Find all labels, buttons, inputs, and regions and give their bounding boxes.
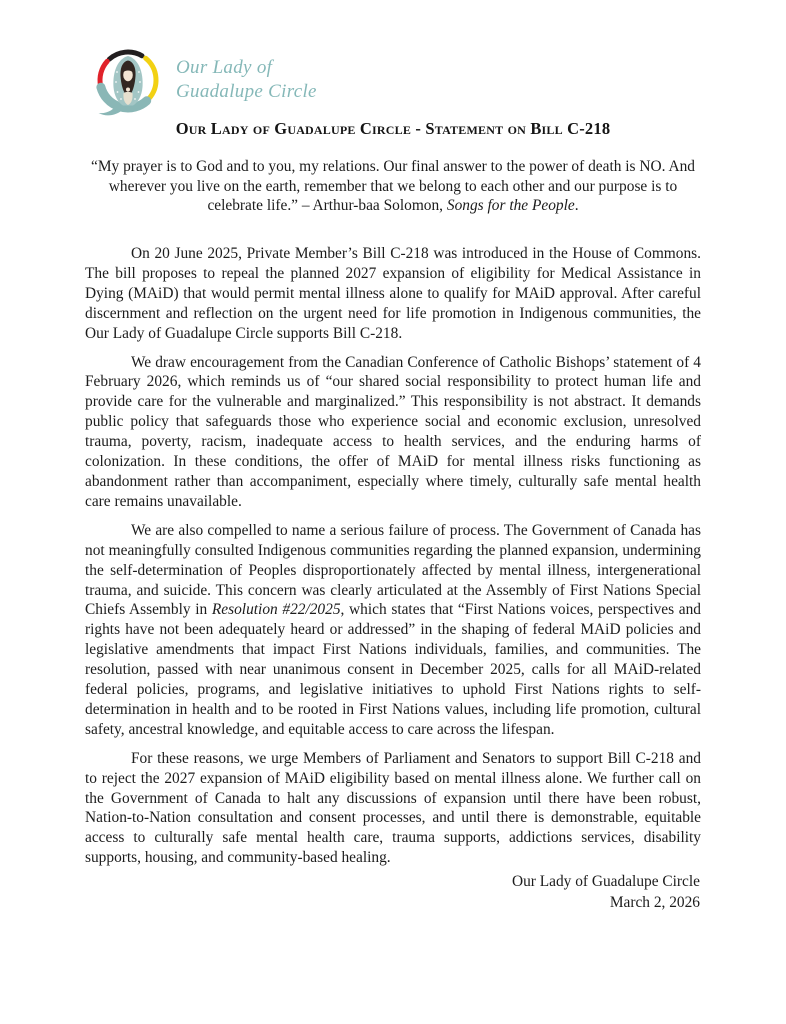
text-run: . xyxy=(574,197,579,215)
text-run: We are also compelled to name a serious failure of process. The Government of Canada has not meaningfully consulted Indigenous communities regarding the planned expansion, undermining the self-determination of Peoples disproportionately affected by mental illness, intergenerational trauma, and suicide. This concern was clearly articulated at the Assembly of First Nations Special Chiefs Assembly in xyxy=(85,521,701,619)
logo-wordmark xyxy=(176,56,317,103)
signature-date: March 2, 2026 xyxy=(609,893,700,911)
signature-org: Our Lady of Guadalupe Circle xyxy=(511,873,700,890)
logo-wordmark-line2: Guadalupe Circle xyxy=(176,80,317,102)
text-run: “My prayer is to God and to you, my relations. Our final answer to the power of death is NO. And wherever you live on the earth, remember that we belong to each other and our purpose is to celebrate life.” – Arthur-baa Solomon, xyxy=(91,158,695,215)
logo-wordmark-line1: Our Lady of xyxy=(176,57,273,78)
praying-hands xyxy=(126,88,130,92)
text-run: , which states that “First Nations voices, perspectives and rights have not been adequately heard or addressed” in the shaping of federal MAiD policies and legislative amendments that impact First Nations individuals, families, and communities. The resolution, passed with near unanimous consent in December 2025, calls for all MAiD-related federal policies, programs, and legislative initiatives to uphold First Nations rights to self-determination in health and to be rooted in First Nations values, including life promotion, cultural safety, ancestral knowledge, and equitable access to care across the lifespan. xyxy=(85,601,701,738)
ring-yellow-arc xyxy=(146,58,156,98)
italic-text-run: Resolution #22/2025 xyxy=(211,601,341,619)
statement-body xyxy=(85,244,701,877)
ring-red-arc xyxy=(100,61,107,86)
paragraph-1 xyxy=(85,244,701,344)
document-title: Our Lady of Guadalupe Circle - Statement on Bill C-218 xyxy=(175,119,611,138)
paragraph-4 xyxy=(85,749,701,868)
guadalupe-circle-emblem-icon xyxy=(90,44,166,120)
epigraph-quote xyxy=(85,157,701,216)
text-run: For these reasons, we urge Members of Parliament and Senators to support Bill C-218 and to reject the 2027 expansion of MAiD eligibility based on mental illness alone. We further call on the Government of Canada to halt any discussions of expansion until there have been robust, Nation-to-Nation consultation and consent processes, and until there is demonstrable, equitable access to culturally safe mental health care, trauma supports, addictions services, disability supports, housing, and community-based healing. xyxy=(85,749,701,867)
text-run: On 20 June 2025, Private Member’s Bill C-218 was introduced in the House of Commons. The bill proposes to repeal the planned 2027 expansion of eligibility for Medical Assistance in Dying (MAiD) that would permit mental illness alone to qualify for MAiD approval. After careful discernment and reflection on the urgent need for life promotion in Indigenous communities, the Our Lady of Guadalupe Circle supports Bill C-218. xyxy=(85,245,701,342)
text-run: We draw encouragement from the Canadian Conference of Catholic Bishops’ statement of 4 February 2026, which reminds us of “our shared social responsibility to protect human life and provide care for the vulnerable and marginalized.” This responsibility is not abstract. It demands public policy that safeguards those who experience social and economic exclusion, unresolved trauma, poverty, racism, inadequate access to health services, and the enduring harms of colonization. In these conditions, the offer of MAiD for mental illness risks functioning as abandonment rather than accompaniment, especially where timely, culturally safe mental health care remains unavailable. xyxy=(85,353,701,510)
paragraph-2 xyxy=(85,353,701,512)
signature-block xyxy=(512,872,700,913)
paragraph-3 xyxy=(85,521,701,740)
our-lady-figure xyxy=(113,56,142,106)
italic-text-run: Songs for the People xyxy=(446,197,575,215)
letterhead-logo xyxy=(90,44,317,120)
